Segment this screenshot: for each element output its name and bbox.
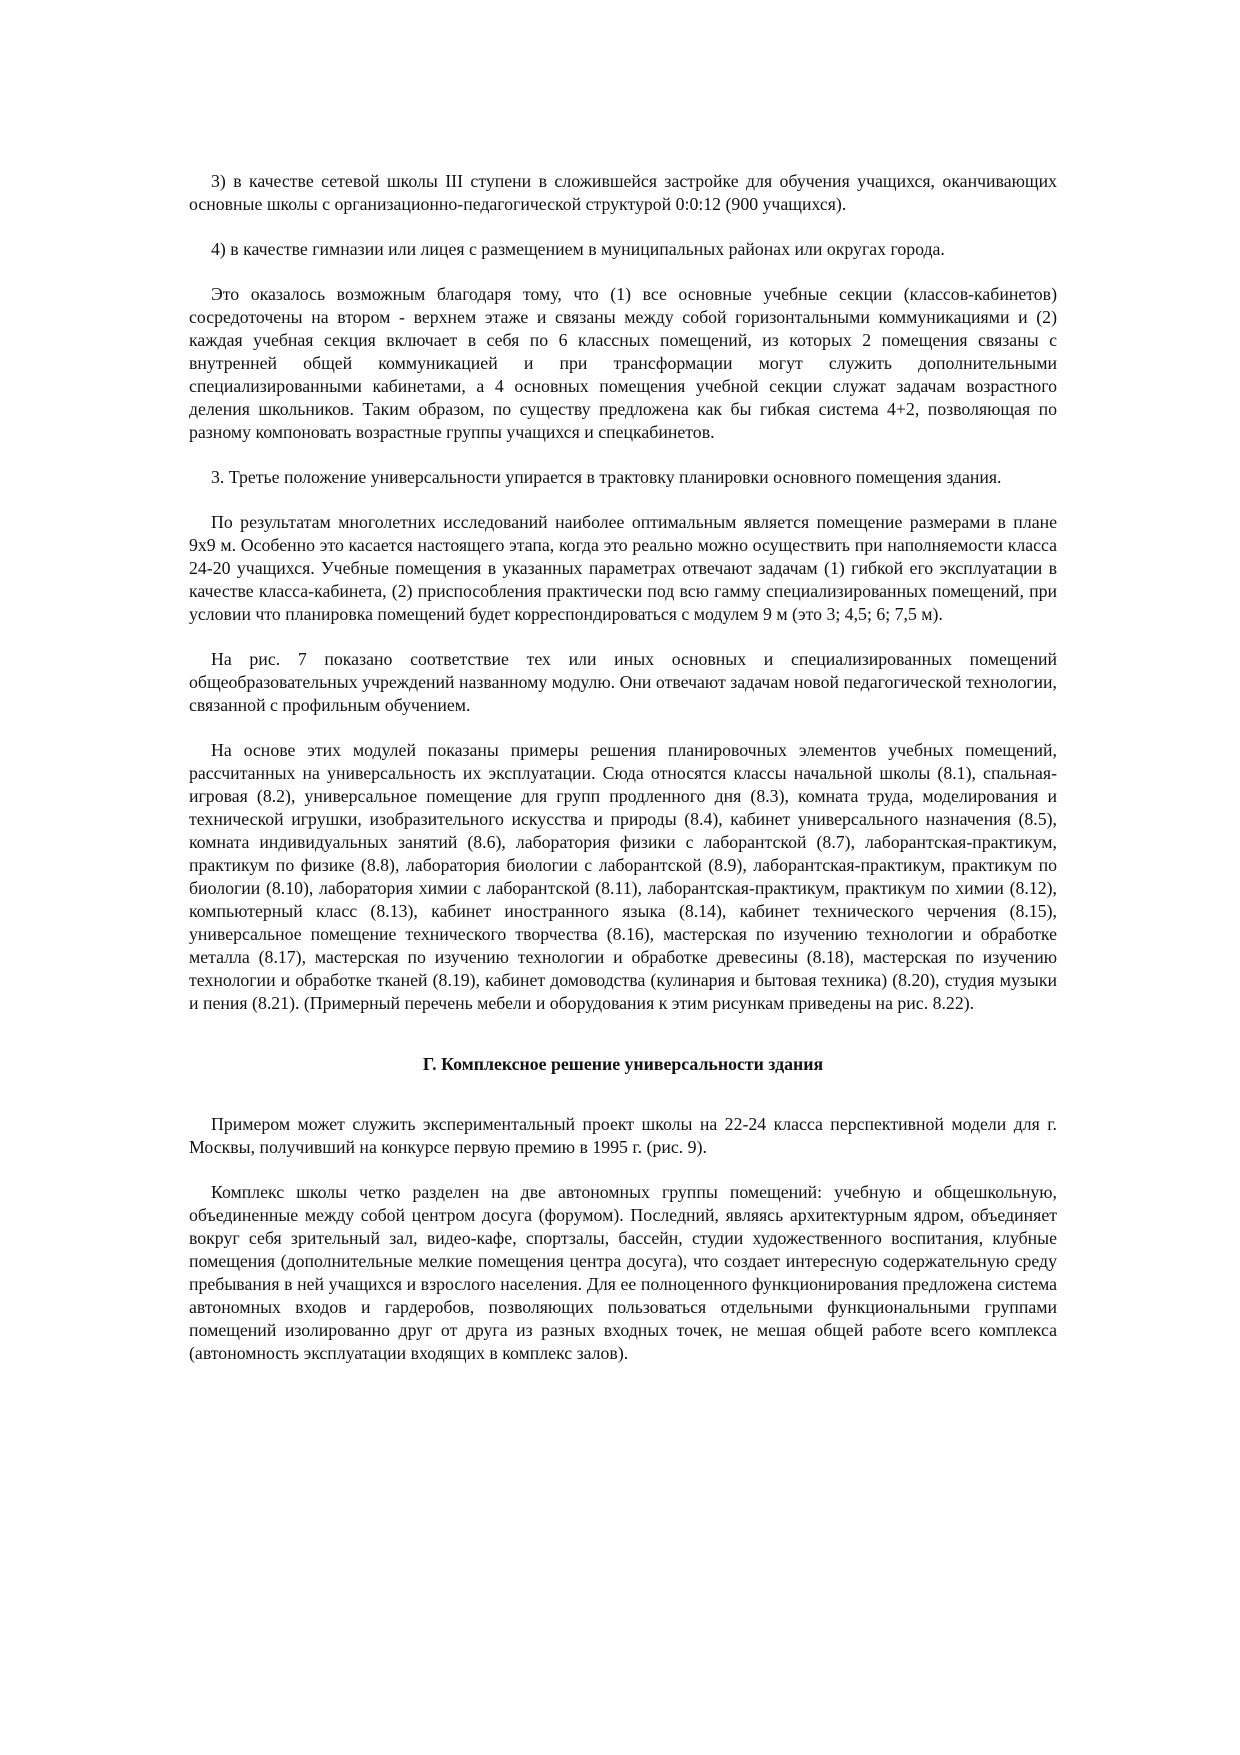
paragraph-figure-7: На рис. 7 показано соответствие тех или иных основных и специализированных помещений общеобразовательных учреждений названному модулю. Они отвечают задачам новой педагогической технологии, связанной с профильным обучением. — [189, 649, 1057, 715]
paragraph-third-provision: 3. Третье положение универсальности упирается в трактовку планировки основного помещения здания. — [211, 467, 1002, 487]
section-heading: Г. Комплексное решение универсальности здания — [422, 1054, 824, 1074]
paragraph-teaching-sections: Это оказалось возможным благодаря тому, что (1) все основные учебные секции (классов-кабинетов) сосредоточены на втором - верхнем этаже и связаны между собой горизонтальными коммуникациями и (2) каждая учебная секция включает в себя по 6 классных помещений, из которых 2 помещения связаны с внутренней общей коммуникацией и при трансформации могут служить дополнительными специализированными кабинетами, а 4 основных помещения учебной секции служат задачам возрастного деления школьников. Таким образом, по существу предложена как бы гибкая система 4+2, позволяющая по разному компоновать возрастные группы учащихся и спецкабинетов. — [189, 284, 1057, 442]
paragraph-room-examples: На основе этих модулей показаны примеры решения планировочных элементов учебных помещений, рассчитанных на универсальность их эксплуатации. Сюда относятся классы начальной школы (8.1), спальная-игровая (8.2), универсальное помещение для групп продленного дня (8.3), комната труда, моделирования и технической игрушки, изобразительного искусства и природы (8.4), кабинет универсального назначения (8.5), комната индивидуальных занятий (8.6), лаборатория физики с лаборантской (8.7), лаборантская-практикум, практикум по физике (8.8), лаборатория биологии с лаборантской (8.9), лаборантская-практикум, практикум по биологии (8.10), лаборатория химии с лаборантской (8.11), лаборантская-практикум, практикум по химии (8.12), компьютерный класс (8.13), кабинет иностранного языка (8.14), кабинет технического черчения (8.15), универсальное помещение технического творчества (8.16), мастерская по изучению технологии и обработке металла (8.17), мастерская по изучению технологии и обработке древесины (8.18), мастерская по изучению технологии и обработке тканей (8.19), кабинет домоводства (кулинария и бытовая техника) (8.20), студия музыки и пения (8.21). (Примерный перечень мебели и оборудования к этим рисункам приведены на рис. 8.22). — [189, 740, 1057, 1013]
paragraph-room-module: По результатам многолетних исследований наиболее оптимальным является помещение размерами в плане 9х9 м. Особенно это касается настоящего этапа, когда это реально можно осуществить при наполняемости класса 24-20 учащихся. Учебные помещения в указанных параметрах отвечают задачам (1) гибкой его эксплуатации в качестве класса-кабинета, (2) приспособления практически под всю гамму специализированных помещений, при условии что планировка помещений будет корреспондироваться с модулем 9 м (это 3; 4,5; 6; 7,5 м). — [189, 512, 1057, 624]
document-page — [189, 170, 1057, 1365]
section-heading-wrap — [189, 1015, 1057, 1113]
paragraph-gymnasium: 4) в качестве гимназии или лицея с размещением в муниципальных районах или округах города. — [211, 239, 945, 259]
paragraph-experimental-project: Примером может служить экспериментальный проект школы на 22-24 класса перспективной модели для г. Москвы, получивший на конкурсе первую премию в 1995 г. (рис. 9). — [189, 1114, 1057, 1157]
paragraph-school-complex: Комплекс школы четко разделен на две автономных группы помещений: учебную и общешкольную, объединенные между собой центром досуга (форумом). Последний, являясь архитектурным ядром, объединяет вокруг себя зрительный зал, видео-кафе, спортзалы, бассейн, студии художественного воспитания, клубные помещения (дополнительные мелкие помещения центра досуга), что создает интересную содержательную среду пребывания в ней учащихся и взрослого населения. Для ее полноценного функционирования предложена система автономных входов и гардеробов, позволяющих пользоваться отдельными функциональными группами помещений изолированно друг от друга из разных входных точек, не мешая общей работе всего комплекса (автономность эксплуатации входящих в комплекс залов). — [189, 1182, 1057, 1363]
paragraph-network-school: 3) в качестве сетевой школы III ступени в сложившейся застройке для обучения учащихся, оканчивающих основные школы с организационно-педагогической структурой 0:0:12 (900 учащихся). — [189, 171, 1057, 214]
